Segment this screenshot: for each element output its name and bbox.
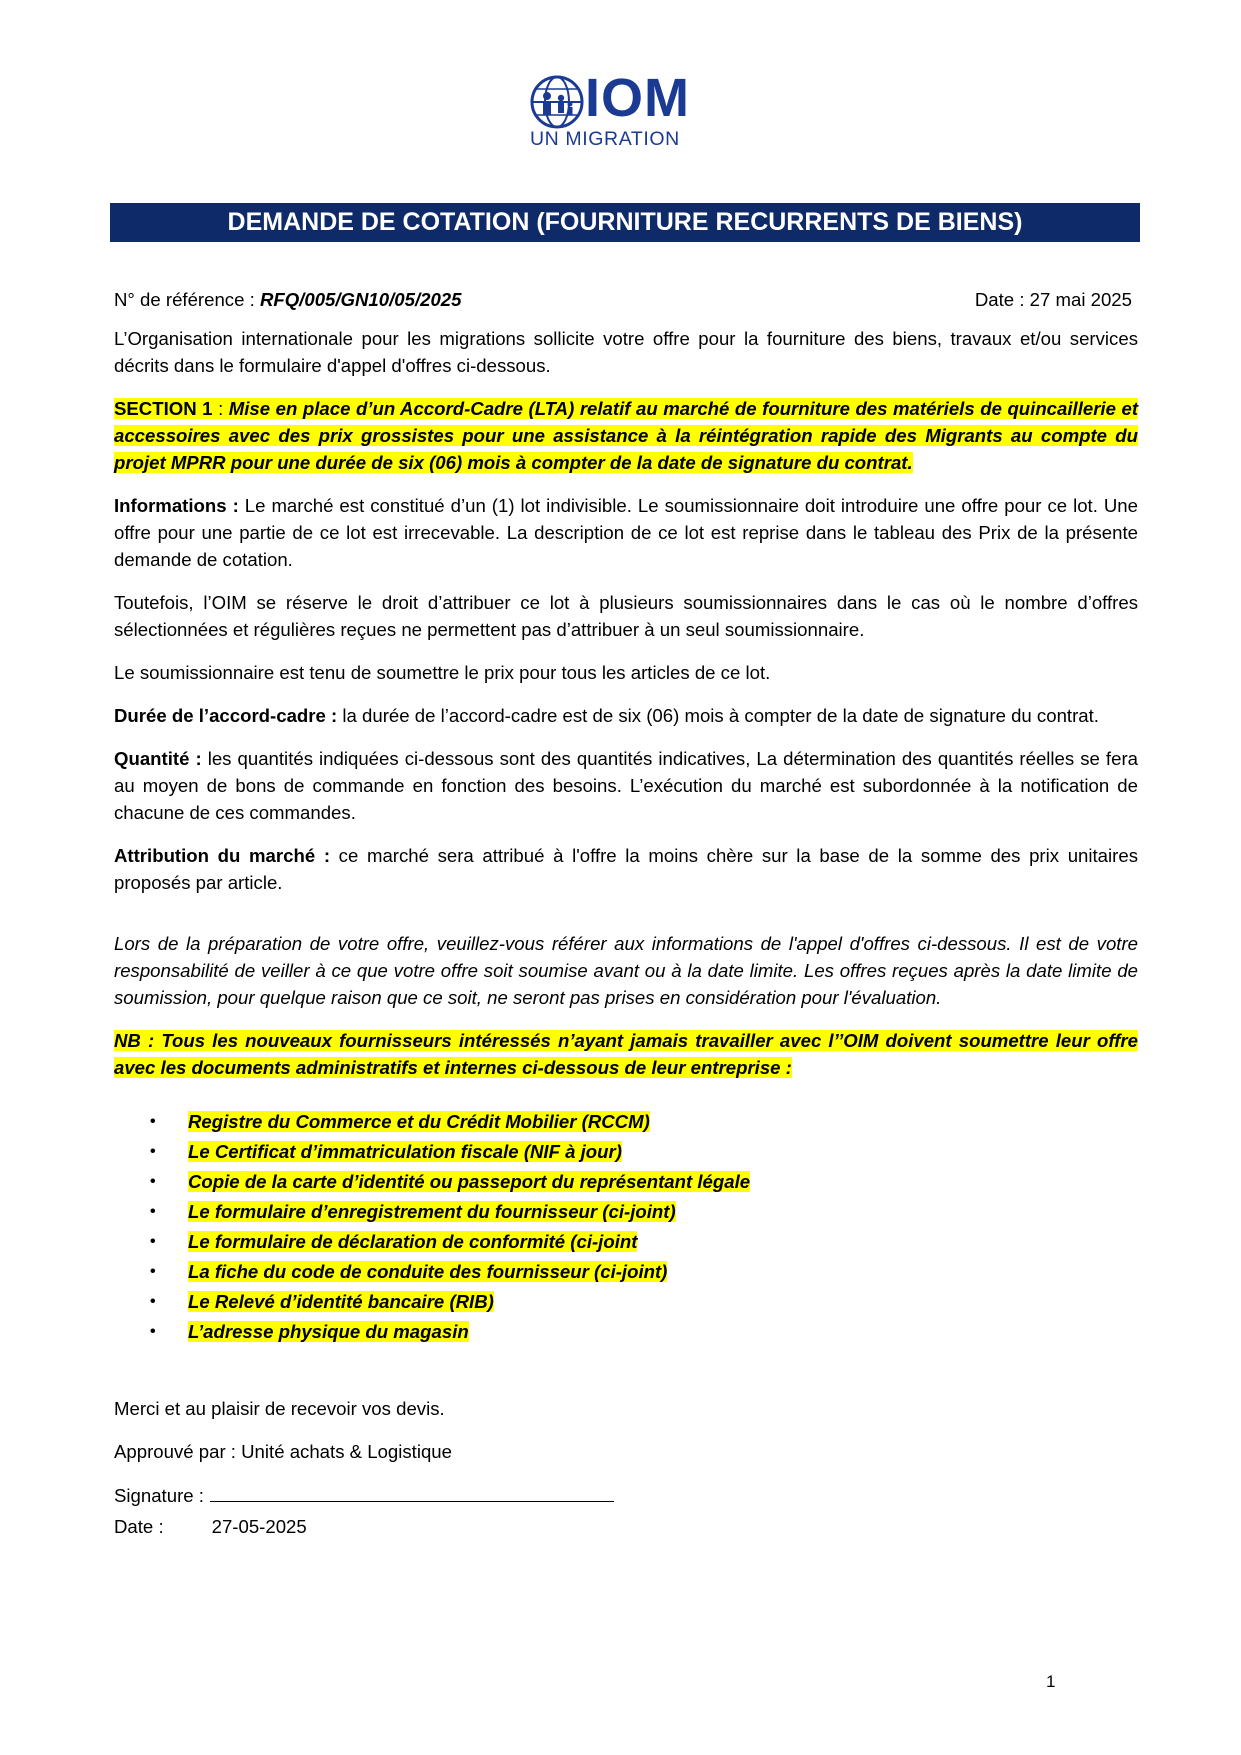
nb-text: NB : Tous les nouveaux fournisseurs intéressés n’ayant jamais travailler avec l’’OIM doivent soumettre leur offre avec les documents administratifs et internes ci-dessous de leur entreprise : — [114, 1030, 1138, 1078]
bullet-icon: • — [150, 1203, 156, 1220]
quantite-label: Quantité : — [114, 748, 202, 769]
attribution-paragraph — [114, 842, 1138, 896]
intro-paragraph: L’Organisation internationale pour les migrations sollicite votre offre pour la fourniture des biens, travaux et/ou services décrits dans le formulaire d'appel d'offres ci-dessous. — [114, 328, 1138, 376]
bullet-icon: • — [150, 1143, 156, 1160]
merci-paragraph: Merci et au plaisir de recevoir vos devis. — [114, 1398, 445, 1419]
preparation-paragraph: Lors de la préparation de votre offre, veuillez-vous référer aux informations de l'appel d'offres ci-dessous. Il est de votre responsabilité de veiller à ce que votre offre soit soumise avant ou à la date limite. Les offres reçues après la date limite de soumission, pour quelque raison que ce soit, ne seront pas prises en considération pour l'évaluation. — [114, 933, 1138, 1008]
date-label: Date : — [114, 1516, 164, 1537]
logo-un-migration-text: UN MIGRATION — [530, 128, 680, 150]
section1-separator: : — [212, 398, 229, 419]
bullet-icon: • — [150, 1173, 156, 1190]
list-item: • Le formulaire de déclaration de conformité (ci-joint — [150, 1227, 1138, 1257]
reference-number — [114, 286, 462, 313]
required-documents-list — [114, 1107, 1138, 1347]
list-item: • Copie de la carte d’identité ou passeport du représentant légale — [150, 1167, 1138, 1197]
date-value: 27-05-2025 — [211, 1516, 307, 1537]
list-item: • Le formulaire d’enregistrement du fournisseur (ci-joint) — [150, 1197, 1138, 1227]
reference-value: RFQ/005/GN10/05/2025 — [259, 289, 462, 310]
list-item: • Le Relevé d’identité bancaire (RIB) — [150, 1287, 1138, 1317]
informations-text: Le marché est constitué d’un (1) lot indivisible. Le soumissionnaire doit introduire une offre pour ce lot. Une offre pour une partie de ce lot est irrecevable. La description de ce lot est reprise dans le tableau des Prix de la présente demande de cotation. — [114, 495, 1138, 570]
duree-paragraph — [114, 702, 1138, 729]
quantite-text: les quantités indiquées ci-dessous sont des quantités indicatives, La détermination des quantités réelles se fera au moyen de bons de commande en fonction des besoins. L’exécution du marché est subordonnée à la notification de chacune de ces commandes. — [114, 748, 1138, 823]
document-title: DEMANDE DE COTATION (FOURNITURE RECURRENTS DE BIENS) — [110, 203, 1140, 242]
bullet-icon: • — [150, 1233, 156, 1250]
reference-line — [114, 286, 1138, 313]
section1-paragraph — [114, 395, 1138, 476]
signature-label: Signature : — [114, 1485, 204, 1506]
bullet-icon: • — [150, 1113, 156, 1130]
list-item: • La fiche du code de conduite des fournisseur (ci-joint) — [150, 1257, 1138, 1287]
bullet-icon: • — [150, 1323, 156, 1340]
signature-line — [114, 1481, 1138, 1509]
toutefois-paragraph: Toutefois, l’OIM se réserve le droit d’attribuer ce lot à plusieurs soumissionnaires dans le cas où le nombre d’offres sélectionnées et régulières reçues ne permettent pas d’attribuer à un seul soumissionnaire. — [114, 592, 1138, 640]
list-item: • Le Certificat d’immatriculation fiscale (NIF à jour) — [150, 1137, 1138, 1167]
attribution-text: ce marché sera attribué à l'offre la moins chère sur la base de la somme des prix unitaires proposés par article. — [114, 845, 1138, 893]
approuve-paragraph: Approuvé par : Unité achats & Logistique — [114, 1441, 452, 1462]
iom-logo — [529, 68, 729, 150]
soumissionnaire-paragraph: Le soumissionnaire est tenu de soumettre le prix pour tous les articles de ce lot. — [114, 662, 771, 683]
informations-label: Informations : — [114, 495, 239, 516]
document-body — [114, 286, 1138, 1540]
section1-label: SECTION 1 — [114, 398, 213, 419]
attribution-label: Attribution du marché : — [114, 845, 331, 866]
bullet-icon: • — [150, 1293, 156, 1310]
globe-family-icon — [529, 74, 585, 130]
reference-date: Date : 27 mai 2025 — [974, 289, 1132, 310]
signature-field — [210, 1481, 614, 1502]
logo-iom-text: IOM — [585, 68, 690, 128]
reference-label: N° de référence : — [114, 289, 260, 310]
bullet-icon: • — [150, 1263, 156, 1280]
list-item: • L’adresse physique du magasin — [150, 1317, 1138, 1347]
list-item: • Registre du Commerce et du Crédit Mobilier (RCCM) — [150, 1107, 1138, 1137]
duree-label: Durée de l’accord-cadre : — [114, 705, 338, 726]
section1-text: Mise en place d’un Accord-Cadre (LTA) relatif au marché de fourniture des matériels de quincaillerie et accessoires avec des prix grossistes pour une assistance à la réintégration rapide des Migrants au compte du projet MPRR pour une durée de six (06) mois à compter de la date de signature du contrat. — [114, 398, 1139, 473]
page-number: 1 — [1046, 1672, 1056, 1691]
quantite-paragraph — [114, 745, 1138, 826]
nb-paragraph — [114, 1027, 1138, 1081]
duree-text: la durée de l’accord-cadre est de six (06) mois à compter de la date de signature du contrat. — [337, 705, 1099, 726]
date-line — [114, 1513, 1138, 1540]
informations-paragraph — [114, 492, 1138, 573]
